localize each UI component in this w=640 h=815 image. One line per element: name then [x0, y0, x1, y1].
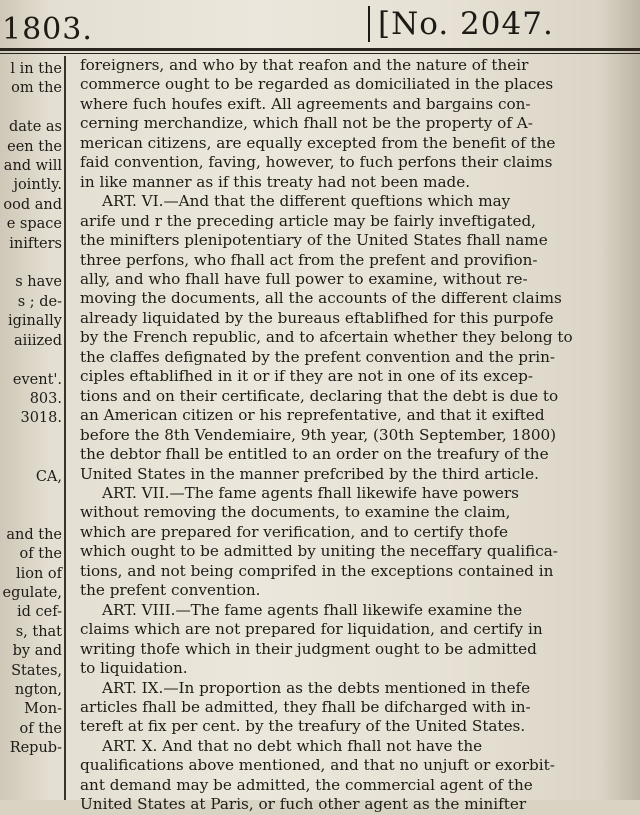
column-divider: [64, 56, 66, 800]
left-column-line: [0, 448, 62, 467]
left-column-line: l in the: [10, 61, 62, 77]
article-first-line: ART. VI.—And that the different queftions which may: [102, 192, 511, 211]
left-column-line: Repub-: [9, 740, 62, 757]
article-text-line: three perfons, who fhall act from the prefent and provifion-: [80, 250, 538, 269]
left-column-line: of the: [19, 720, 62, 737]
left-column-line: s, that: [15, 623, 62, 640]
left-column-line: States,: [11, 662, 62, 679]
article-text-line: commerce ought to be regarded as domiciliated in the places: [80, 75, 554, 94]
article-text-line: articles fhall be admitted, they fhall be difcharged with in-: [80, 697, 531, 716]
article-text-line: United States at Paris, or fuch other agent as the minifter: [80, 795, 527, 814]
left-column-line: and will: [3, 158, 62, 175]
article-text-line: tions, and not being comprifed in the exceptions contained in: [80, 561, 554, 580]
article-text-line: cerning merchandize, which fhall not be the property of A-: [80, 114, 533, 133]
left-column-line: jointly.: [13, 177, 62, 194]
left-column-line: [0, 254, 62, 273]
left-column: [0, 60, 62, 800]
article-text-line: tions and on their certificate, declaring that the debt is due to: [80, 386, 559, 405]
article-text-line: the prefent convention.: [80, 581, 261, 600]
article-text-line: to liquidation.: [80, 659, 188, 678]
left-column-line: event'.: [12, 371, 62, 388]
left-column-line: [0, 351, 62, 370]
article-text-line: the debtor fhall be entitled to an order on the treafury of the: [80, 445, 549, 464]
left-column-line: [0, 506, 62, 525]
article-text-line: foreigners, and who by that reafon and the nature of their: [80, 56, 529, 74]
article-text-line: which are prepared for verification, and to certify thofe: [80, 522, 509, 541]
page-fold-shadow: [600, 0, 640, 800]
header-rule-thin: [0, 53, 640, 54]
header-rule-thick: [0, 48, 640, 51]
left-column-line: iginally: [7, 313, 62, 330]
left-column-line: CA,: [35, 468, 62, 485]
page-header: [0, 0, 640, 52]
article-text-line: already liquidated by the bureaus eftablifhed for this purpofe: [80, 308, 554, 327]
article-text-line: ciples eftablifhed in it or if they are not in one of its excep-: [80, 367, 534, 386]
left-column-line: [0, 487, 62, 506]
article-text-line: which ought to be admitted by uniting the neceffary qualifica-: [80, 542, 558, 561]
left-column-line: [0, 99, 62, 118]
left-column-line: 3018.: [20, 410, 62, 427]
article-first-line: ART. VII.—The fame agents fhall likewife have powers: [102, 483, 519, 502]
article-text-line: United States in the manner prefcribed by the third article.: [80, 464, 539, 483]
left-column-line: of the: [19, 546, 62, 563]
article-first-line: ART. IX.—In proportion as the debts mentioned in thefe: [102, 678, 531, 697]
article-text-line: qualifications above mentioned, and that no unjuft or exorbit-: [80, 756, 555, 775]
article-text-line: the claffes defignated by the prefent convention and the prin-: [80, 347, 556, 366]
left-column-line: and the: [6, 526, 62, 543]
left-column-line: inifters: [9, 235, 62, 252]
article-text-line: faid convention, faving, however, to fuch perfons their claims: [80, 153, 553, 172]
article-first-line: ART. VIII.—The fame agents fhall likewife examine the: [102, 600, 523, 619]
article-first-line: ART. X. And that no debt which fhall not have the: [102, 736, 483, 755]
article-text-line: before the 8th Vendemiaire, 9th year, (30th September, 1800): [80, 425, 557, 444]
article-text-line: moving the documents, all the accounts of the different claims: [80, 289, 562, 308]
left-column-line: s have: [15, 274, 62, 291]
article-text-line: ant demand may be admitted, the commercial agent of the: [80, 775, 533, 794]
article-text-line: where fuch houfes exift. All agreements and bargains con-: [80, 94, 531, 113]
page-year: 1803.: [2, 12, 93, 47]
left-column-line: 803.: [29, 390, 62, 407]
left-column-line: ood and: [3, 196, 62, 213]
left-column-line: ngton,: [14, 682, 62, 698]
article-text-line: without removing the documents, to examine the claim,: [80, 503, 511, 522]
left-column-line: egulate,: [2, 584, 62, 601]
article-text-line: by the French republic, and to afcertain whether they belong to: [80, 328, 573, 347]
issue-number: [No. 2047.: [368, 6, 554, 42]
article-text-line: claims which are not prepared for liquidation, and certify in: [80, 620, 543, 639]
article-text-line: in like manner as if this treaty had not been made.: [80, 172, 471, 191]
left-column-line: id cef-: [17, 604, 62, 621]
article-text-line: ally, and who fhall have full power to examine, without re-: [80, 269, 528, 288]
article-text-line: tereft at fix per cent. by the treafury of the United States.: [80, 717, 526, 736]
left-column-line: Mon-: [24, 701, 62, 718]
left-column-line: s ; de-: [17, 293, 62, 310]
left-column-line: aiiized: [13, 332, 62, 349]
left-column-line: [0, 429, 62, 448]
article-text-line: writing thofe which in their judgment ought to be admitted: [80, 639, 537, 658]
left-column-line: e space: [6, 216, 62, 233]
article-text-line: the minifters plenipotentiary of the United States fhall name: [80, 231, 548, 250]
left-column-line: een the: [7, 138, 62, 155]
article-text-line: merican citizens, are equally excepted from the benefit of the: [80, 133, 556, 152]
article-text-line: arife und r the preceding article may be fairly inveftigated,: [80, 211, 537, 230]
left-column-line: om the: [11, 80, 62, 97]
main-column: [80, 56, 590, 814]
left-column-line: lion of: [15, 565, 62, 582]
left-column-line: by and: [12, 643, 62, 660]
article-text-line: an American citizen or his reprefentative, and that it exifted: [80, 406, 545, 425]
left-column-line: date as: [8, 119, 62, 136]
